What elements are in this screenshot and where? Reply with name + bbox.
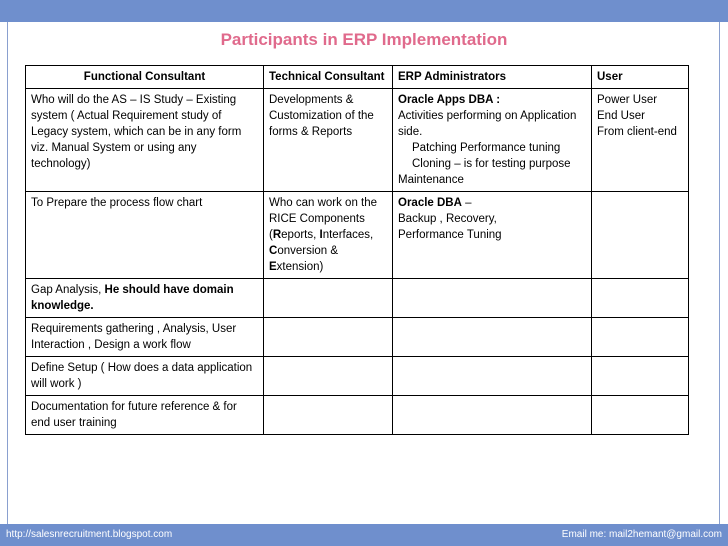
cell-erp-oracle-dba — [393, 192, 592, 279]
erp-line: Cloning – is for testing purpose — [412, 158, 571, 170]
rice-line: (Reports, Interfaces, — [269, 229, 374, 241]
cell-empty — [592, 192, 689, 279]
cell-empty — [393, 318, 592, 357]
participants-table — [25, 65, 689, 435]
cell-functional-define-setup: Define Setup ( How does a data application will work ) — [26, 357, 264, 396]
user-line: From client-end — [597, 126, 677, 138]
cell-empty — [393, 357, 592, 396]
technical-line: RICE Components — [269, 213, 365, 225]
table-row — [26, 318, 689, 357]
oracle-dba-heading: Oracle DBA – — [398, 197, 472, 209]
cell-empty — [393, 279, 592, 318]
cell-empty — [592, 396, 689, 435]
cell-erp-oracle-apps-dba — [393, 89, 592, 192]
table-row — [26, 89, 689, 192]
user-line: End User — [597, 110, 645, 122]
cell-empty — [592, 279, 689, 318]
header-functional-consultant: Functional Consultant — [26, 66, 264, 89]
header-erp-administrators: ERP Administrators — [393, 66, 592, 89]
cell-functional-documentation: Documentation for future reference & for end user training — [26, 396, 264, 435]
cell-empty — [264, 279, 393, 318]
table-row — [26, 396, 689, 435]
top-bar — [0, 0, 728, 22]
table-row — [26, 192, 689, 279]
erp-line: Patching Performance tuning — [412, 142, 561, 154]
footer-email: Email me: mail2hemant@gmail.com — [561, 529, 722, 540]
erp-line: Activities performing on Application side. — [398, 110, 577, 138]
cell-technical-developments: Developments & Customization of the forms & Reports — [264, 89, 393, 192]
cell-functional-process-flow: To Prepare the process flow chart — [26, 192, 264, 279]
cell-empty — [264, 396, 393, 435]
slide-title: Participants in ERP Implementation — [220, 30, 508, 49]
table-header-row — [26, 66, 689, 89]
cell-functional-as-is-study: Who will do the AS – IS Study – Existing system ( Actual Requirement study of Legacy system, which can be in any form viz. Manual System or using any technology) — [26, 89, 264, 192]
technical-line: Who can work on the — [269, 197, 378, 209]
erp-line: Maintenance — [398, 174, 464, 186]
cell-empty — [264, 318, 393, 357]
cell-technical-rice — [264, 192, 393, 279]
footer-blog-url: http://salesnrecruitment.blogspot.com — [6, 529, 173, 540]
footer-bar — [0, 524, 728, 546]
erp-line: Performance Tuning — [398, 229, 502, 241]
header-user: User — [592, 66, 689, 89]
rice-line: Extension) — [269, 261, 324, 273]
cell-empty — [393, 396, 592, 435]
oracle-apps-dba-heading: Oracle Apps DBA : — [398, 94, 501, 106]
erp-line: Backup , Recovery, — [398, 213, 497, 225]
table-row — [26, 279, 689, 318]
cell-functional-requirements: Requirements gathering , Analysis, User Interaction , Design a work flow — [26, 318, 264, 357]
user-line: Power User — [597, 94, 658, 106]
cell-empty — [592, 318, 689, 357]
cell-functional-gap-analysis: Gap Analysis, He should have domain knowledge. — [26, 279, 264, 318]
header-technical-consultant: Technical Consultant — [264, 66, 393, 89]
cell-user-types — [592, 89, 689, 192]
table-row — [26, 357, 689, 396]
cell-empty — [592, 357, 689, 396]
rice-line: Conversion & — [269, 245, 339, 257]
cell-empty — [264, 357, 393, 396]
